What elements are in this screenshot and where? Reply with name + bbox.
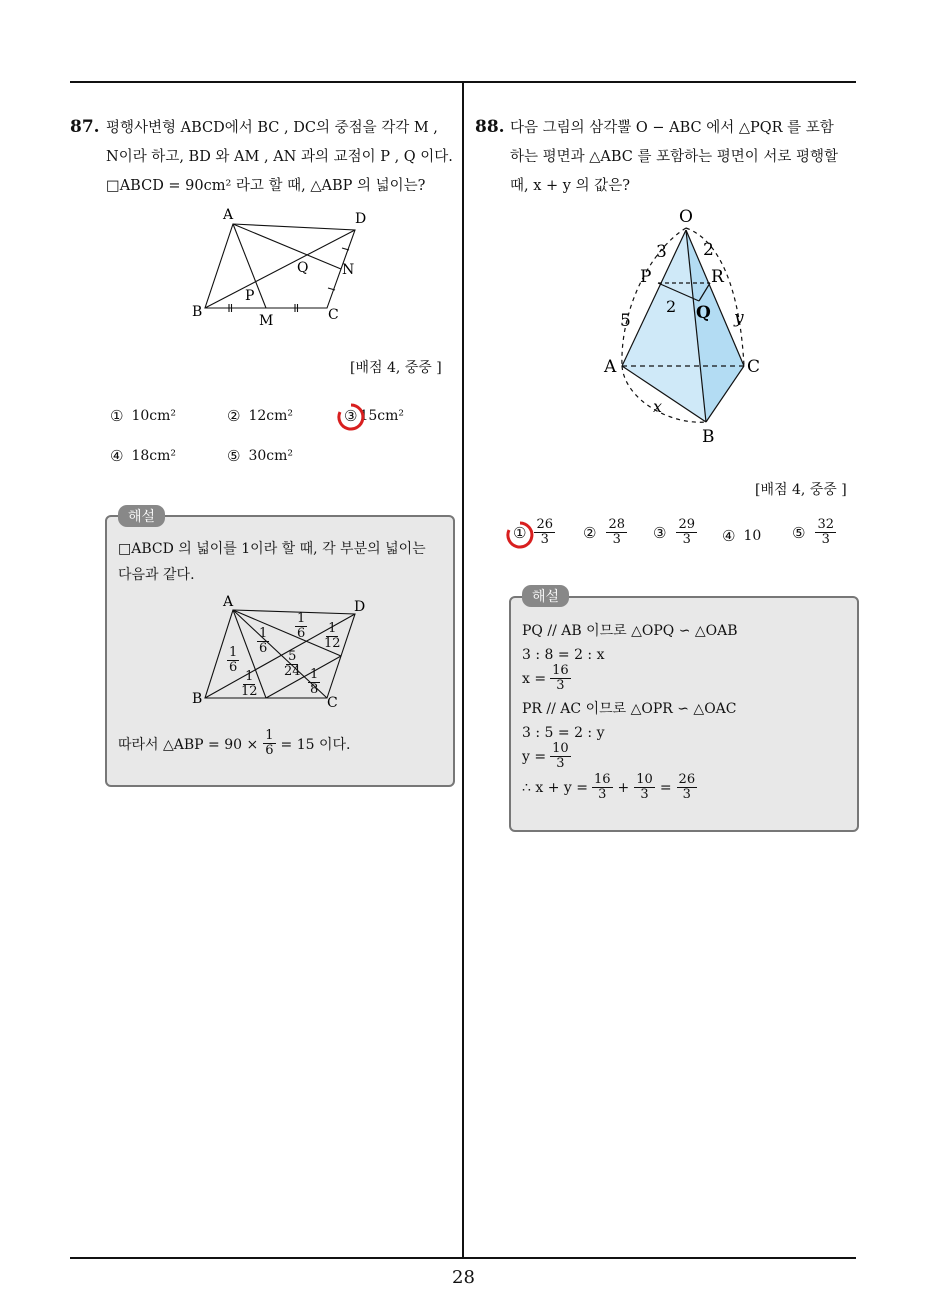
q87-choice-4[interactable]	[110, 447, 176, 465]
choice-number: ①	[513, 523, 527, 542]
choice-text: 30cm²	[248, 448, 293, 464]
label-P: P	[245, 288, 255, 304]
segment-PA-length: 5	[620, 311, 631, 331]
choice-text: 10cm²	[131, 408, 176, 424]
choice-text: 18cm²	[131, 448, 176, 464]
label-D: D	[355, 211, 367, 227]
q88-choice-3[interactable]	[653, 518, 699, 547]
choice-text: 12cm²	[248, 408, 293, 424]
vertex-B: B	[702, 427, 715, 447]
area-fraction-left: $\frac{1}{6}$	[229, 645, 238, 675]
vertex-A: A	[604, 357, 617, 377]
choice-number: ②	[583, 523, 597, 542]
q88-choice-2[interactable]	[583, 518, 629, 547]
q87-solution-conclusion: 따라서 △ABP = 90 × $\frac{1}{6}$ = 15 이다.	[118, 728, 351, 758]
choice-number: ⑤	[792, 523, 806, 542]
question-88-number: 88.	[475, 117, 505, 137]
q88-solution-step-3: x = $\frac{16}{3}$	[522, 663, 569, 693]
label-C: C	[328, 307, 339, 323]
choice-number: ⑤	[227, 447, 241, 465]
choice-fraction: $\frac{32}{3}$	[817, 517, 834, 547]
vertex-C: C	[747, 357, 761, 377]
point-P: P	[640, 267, 652, 287]
choice-fraction: $\frac{28}{3}$	[608, 517, 625, 547]
q88-solution-step-1: PQ // AB 이므로 △OPQ ∽ △OAB	[522, 623, 738, 639]
page-number: 28	[452, 1267, 475, 1288]
q88-solution-step-5: 3 : 5 = 2 : y	[522, 725, 605, 741]
y-value-fraction: $\frac{10}{3}$	[552, 741, 569, 771]
question-88-line-2: 하는 평면과 △ABC 를 포함하는 평면이 서로 평행할	[510, 149, 839, 165]
solution-parallelogram-figure	[185, 590, 375, 715]
question-87-line-3: □ABCD = 90cm² 라고 할 때, △ABP 의 넓이는?	[106, 178, 426, 194]
selected-mark-q88	[505, 520, 535, 550]
segment-y: y	[734, 308, 744, 328]
area-fraction-center-left: $\frac{1}{6}$	[259, 626, 268, 656]
choice-number: ④	[110, 447, 124, 465]
q87-choice-5[interactable]	[227, 447, 293, 465]
segment-x: x	[653, 397, 663, 416]
label-N: N	[342, 262, 355, 278]
area-fraction-bottom-right: $\frac{1}{8}$	[310, 667, 319, 697]
sum-fraction-1: $\frac{16}{3}$	[593, 772, 611, 802]
q87-choice-2[interactable]	[227, 407, 293, 425]
question-88-line-1: 다음 그림의 삼각뿔 O − ABC 에서 △PQR 를 포함	[510, 120, 834, 136]
label-C: C	[327, 695, 338, 711]
choice-fraction: $\frac{26}{3}$	[536, 517, 553, 547]
choice-text: 10	[743, 528, 762, 544]
q88-choice-4[interactable]	[722, 527, 761, 545]
q88-solution-step-4: PR // AC 이므로 △OPR ∽ △OAC	[522, 701, 737, 717]
question-87-line-1: 평행사변형 ABCD에서 BC , DC의 중점을 각각 M ,	[106, 120, 438, 136]
q87-solution-line-2: 다음과 같다.	[118, 567, 195, 583]
q88-solution-step-2: 3 : 8 = 2 : x	[522, 647, 605, 663]
q88-choice-5[interactable]	[792, 518, 838, 547]
choice-number: ③	[344, 407, 358, 425]
sum-fraction-2: $\frac{10}{3}$	[636, 772, 653, 802]
sum-fraction-result: $\frac{26}{3}$	[678, 772, 696, 802]
label-A: A	[223, 594, 234, 610]
pyramid-figure	[600, 200, 770, 450]
vertex-O: O	[679, 207, 693, 227]
point-R: R	[711, 267, 724, 287]
question-88-line-3: 때, x + y 의 값은?	[510, 178, 630, 194]
segment-OP-length: 3	[656, 242, 667, 262]
q88-solution-tag: 해설	[522, 585, 569, 607]
question-88-score: [배점 4, 중중 ]	[755, 482, 847, 498]
label-A: A	[223, 207, 234, 223]
area-fraction-bottom-left: $\frac{1}{12}$	[241, 669, 258, 699]
area-fraction-right: $\frac{1}{12}$	[324, 621, 341, 651]
bottom-rule	[70, 1257, 856, 1259]
label-M: M	[259, 313, 274, 329]
q87-solution-tag: 해설	[118, 505, 165, 527]
choice-number: ④	[722, 527, 736, 545]
choice-number: ①	[110, 407, 124, 425]
label-B: B	[192, 691, 203, 707]
q88-solution-step-6: y = $\frac{10}{3}$	[522, 741, 569, 771]
conclusion-fraction: $\frac{1}{6}$	[265, 728, 274, 758]
label-B: B	[192, 304, 203, 320]
question-87-number: 87.	[70, 117, 100, 137]
choice-text: 15cm²	[359, 408, 404, 424]
choice-number: ②	[227, 407, 241, 425]
area-fraction-top: $\frac{1}{6}$	[297, 611, 306, 641]
selected-mark-q87	[336, 402, 366, 432]
segment-PQ-length: 2	[666, 297, 677, 316]
column-divider	[462, 83, 464, 1259]
q87-choice-1[interactable]	[110, 407, 176, 425]
label-Q: Q	[297, 260, 309, 276]
q88-solution-step-7: ∴ x + y = $\frac{16}{3}$ + $\frac{10}{3}$ = $\frac{26}{3}$	[522, 772, 696, 802]
question-87-text	[106, 114, 456, 201]
parallelogram-figure	[185, 200, 375, 330]
question-87-line-2: N이라 하고, BD 와 AM , AN 과의 교점이 P , Q 이다.	[106, 149, 453, 165]
point-Q: Q	[696, 303, 711, 323]
area-fraction-center: $\frac{5}{24}$	[284, 649, 301, 679]
question-87-score: [배점 4, 중중 ]	[350, 360, 442, 376]
segment-OR-length: 2	[703, 240, 714, 260]
question-88-text	[510, 114, 860, 201]
x-value-fraction: $\frac{16}{3}$	[552, 663, 569, 693]
q87-solution-line-1: □ABCD 의 넓이를 1이라 할 때, 각 부분의 넓이는	[118, 541, 426, 557]
label-D: D	[354, 599, 366, 615]
choice-fraction: $\frac{29}{3}$	[678, 517, 695, 547]
choice-number: ③	[653, 523, 667, 542]
